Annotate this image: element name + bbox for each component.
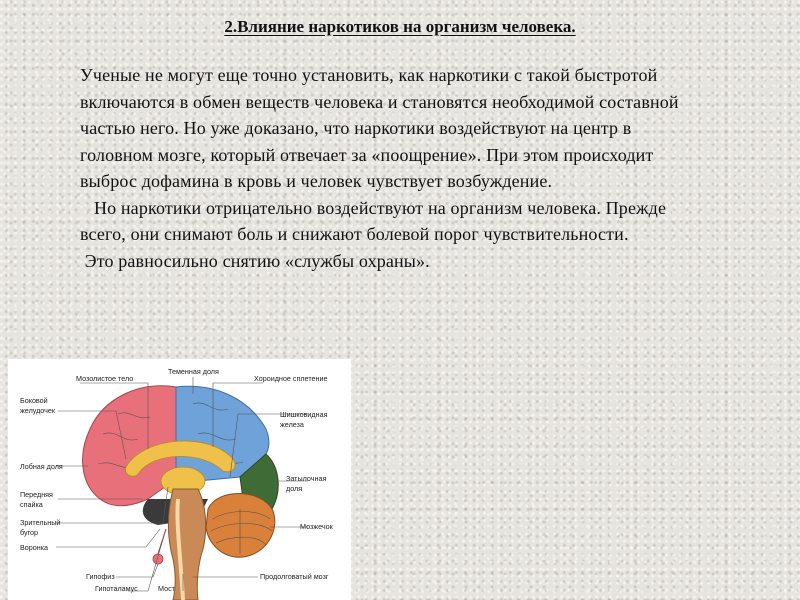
label-choroid-plexus: Хороидное сплетение <box>254 374 328 383</box>
label-lateral-ventricle-2: желудочек <box>20 406 56 415</box>
label-lateral-ventricle-1: Боковой <box>20 396 48 405</box>
label-parietal-lobe: Теменная доля <box>168 367 219 376</box>
label-thalamus-2: бугор <box>20 528 39 537</box>
slide-body-text <box>80 62 695 274</box>
label-frontal-lobe: Лобная доля <box>20 462 63 471</box>
label-anterior-commissure-2: спайка <box>20 500 43 509</box>
label-hypothalamus: Гипоталамус <box>95 584 138 593</box>
label-pons: Мост <box>158 584 175 593</box>
label-medulla: Продолговатый мозг <box>260 572 329 581</box>
paragraph-1: Ученые не могут еще точно установить, как наркотики с такой быстротой включаются в обмен веществ человека и становятся необходимой составной частью него. Но уже доказано, что наркотики воздействуют на центр в головном мозге, который отвечает за «поощрение». При этом происходит выброс дофамина в кровь и человек чувствует возбуждение. <box>80 65 679 191</box>
label-pineal-gland-2: железа <box>280 420 304 429</box>
label-anterior-commissure-1: Передняя <box>20 490 53 499</box>
label-thalamus-1: Зрительный <box>20 518 61 527</box>
slide-title: 2.Влияние наркотиков на организм человека. <box>224 17 576 36</box>
label-pineal-gland-1: Шишковидная <box>280 410 328 419</box>
brain-diagram <box>8 359 351 600</box>
paragraph-3: Это равносильно снятию «службы охраны». <box>80 250 430 271</box>
label-cerebellum: Мозжечок <box>300 522 333 531</box>
label-occipital-lobe-1: Затылочная <box>286 474 327 483</box>
label-pituitary: Гипофиз <box>86 572 115 581</box>
paragraph-2: Но наркотики отрицательно воздействуют на организм человека. Прежде всего, они снимают боль и снижают болевой порог чувствительности. <box>80 197 671 244</box>
label-corpus-callosum: Мозолистое тело <box>76 374 134 383</box>
cerebellum-region <box>206 493 275 557</box>
label-occipital-lobe-2: доля <box>286 484 303 493</box>
label-infundibulum: Воронка <box>20 543 49 552</box>
